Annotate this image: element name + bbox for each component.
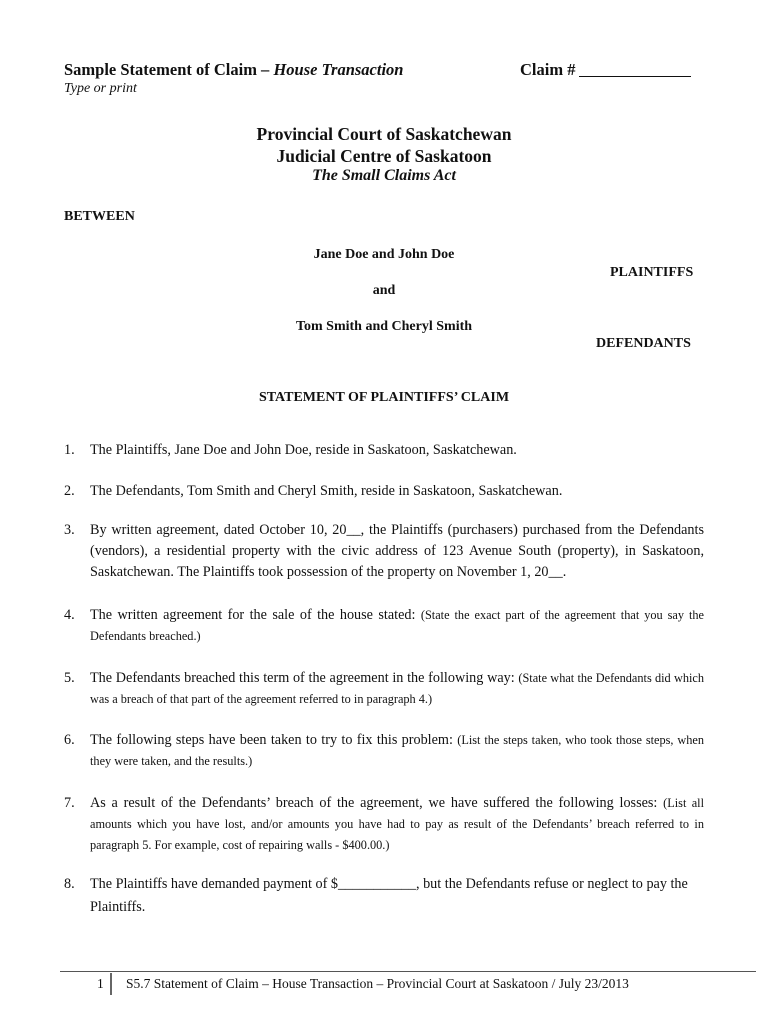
paragraph-7: [64, 793, 704, 856]
paragraph-8: [64, 873, 704, 919]
paragraph-2: [64, 481, 704, 502]
claim-number-blank: [579, 62, 691, 77]
court-name: Provincial Court of Saskatchewan: [256, 124, 512, 144]
paragraph-text: The Plaintiffs have demanded payment of $___________, but the Defendants refuse or neglect to pay the Plaintiffs.: [90, 876, 688, 915]
paragraph-text: The written agreement for the sale of the house stated:: [90, 607, 421, 623]
claim-number: [520, 60, 691, 80]
act-name: The Small Claims Act: [312, 167, 456, 184]
plaintiffs-label: PLAINTIFFS: [610, 265, 694, 280]
paragraph-number: 4.: [64, 607, 75, 623]
paragraph-text: The following steps have been taken to try to fix this problem:: [90, 732, 458, 748]
footer-text: S5.7 Statement of Claim – House Transaction – Provincial Court at Saskatoon / July 23/2013: [126, 976, 629, 991]
paragraph-instruction: (State the exact part of the agreement that you say the Defendants breached.): [90, 608, 704, 643]
paragraph-5: [64, 668, 704, 710]
footer-divider: [110, 973, 112, 995]
title-italic: House Transaction: [273, 60, 404, 79]
paragraph-number: 8.: [64, 876, 75, 892]
paragraph-number: 7.: [64, 795, 75, 811]
paragraph-6: [64, 730, 704, 772]
statement-title: STATEMENT OF PLAINTIFFS’ CLAIM: [258, 390, 510, 405]
judicial-centre: Judicial Centre of Saskatoon: [276, 146, 492, 166]
paragraph-number: 5.: [64, 670, 75, 686]
paragraph-text: By written agreement, dated October 10, 20__, the Plaintiffs (purchasers) purchased from the Defendants (vendors), a residential property with the civic address of 123 Avenue South (property), in Saskatoon, Saskatchewan. The Plaintiffs took possession of the property on November 1, 20__.: [90, 522, 704, 580]
paragraph-text: The Defendants breached this term of the agreement in the following way:: [90, 670, 519, 686]
paragraph-text: As a result of the Defendants’ breach of the agreement, we have suffered the following losses:: [90, 795, 664, 811]
paragraph-instruction: (List all amounts which you have lost, and/or amounts you have had to pay as result of the Defendants’ breach referred to in paragraph 5. For example, cost of repairing walls - $400.00.): [90, 796, 704, 852]
title-main: Sample Statement of Claim –: [64, 60, 274, 79]
plaintiff-names: Jane Doe and John Doe: [313, 247, 455, 262]
paragraph-number: 2.: [64, 483, 75, 499]
between-label: BETWEEN: [64, 209, 135, 224]
document-title: [64, 60, 403, 80]
paragraph-1: [64, 440, 704, 461]
paragraph-3: [64, 520, 704, 583]
paragraph-text: The Defendants, Tom Smith and Cheryl Smith, reside in Saskatoon, Saskatchewan.: [90, 483, 563, 499]
paragraph-number: 6.: [64, 732, 75, 748]
and-label: and: [372, 283, 396, 298]
paragraph-number: 3.: [64, 522, 75, 538]
paragraph-text: The Plaintiffs, Jane Doe and John Doe, reside in Saskatoon, Saskatchewan.: [90, 442, 517, 458]
paragraph-instruction: (List the steps taken, who took those steps, when they were taken, and the results.): [90, 733, 704, 768]
type-or-print-note: Type or print: [64, 81, 137, 96]
claim-label: Claim #: [520, 60, 576, 79]
paragraph-4: [64, 605, 704, 647]
defendants-label: DEFENDANTS: [596, 336, 691, 351]
paragraph-number: 1.: [64, 442, 75, 458]
footer-rule: [60, 971, 756, 972]
page-number: 1: [97, 976, 104, 991]
paragraph-instruction: (State what the Defendants did which was a breach of that part of the agreement referred to in paragraph 4.): [90, 671, 704, 706]
defendant-names: Tom Smith and Cheryl Smith: [295, 319, 473, 334]
